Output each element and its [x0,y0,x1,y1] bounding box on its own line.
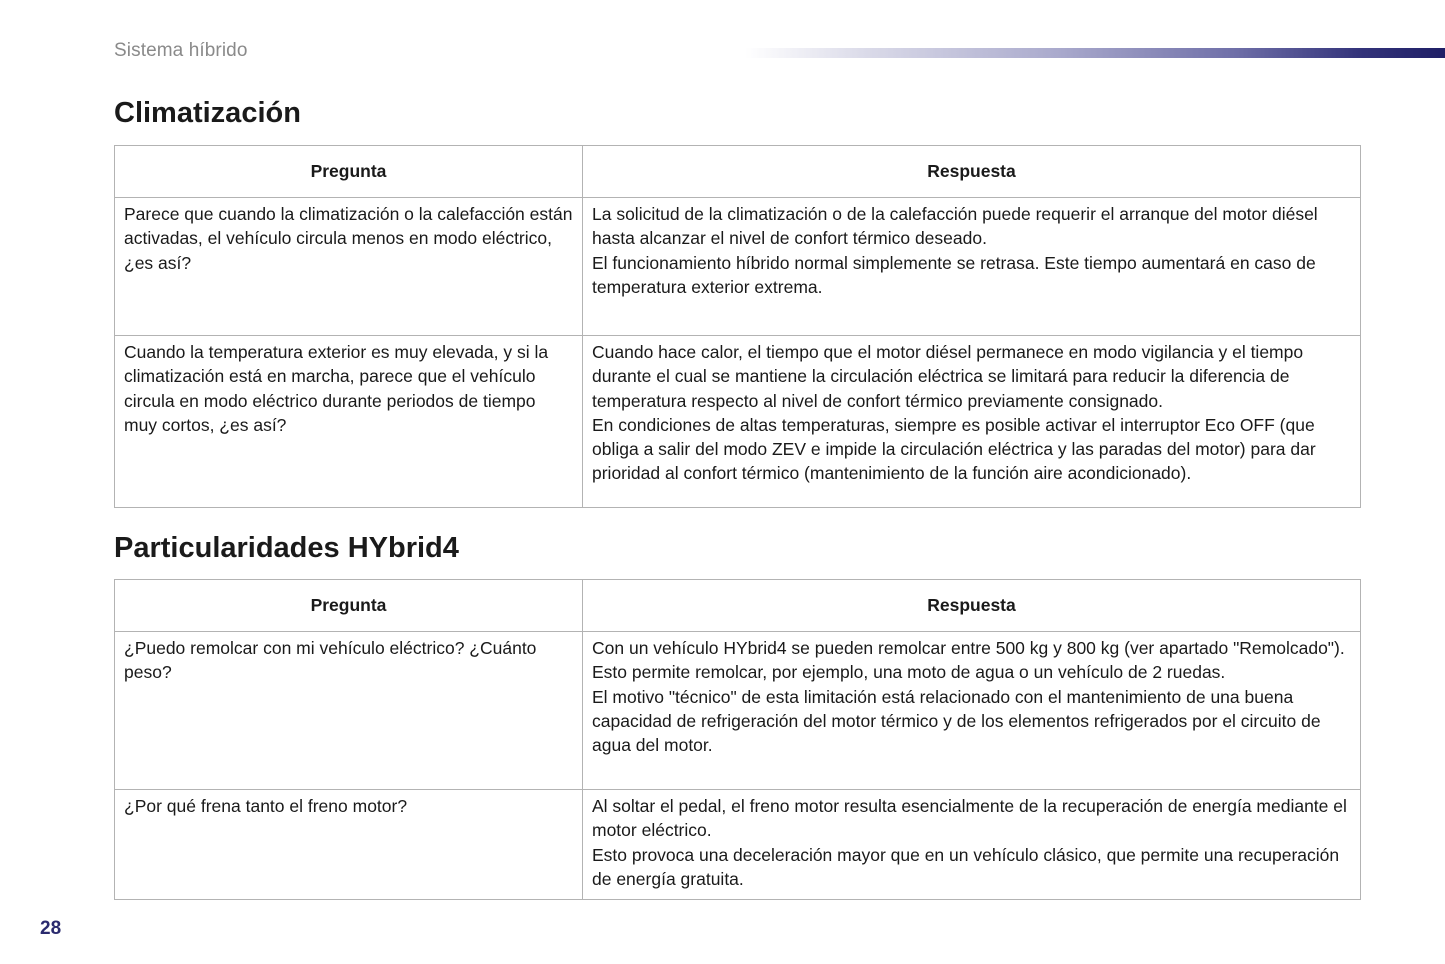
column-header-pregunta: Pregunta [115,146,583,198]
answer-cell [583,790,1361,900]
answer-paragraph: La solicitud de la climatización o de la calefacción puede requerir el arranque del motor diésel hasta alcanzar el nivel de confort térmico deseado. [592,204,1318,249]
column-header-respuesta: Respuesta [583,146,1361,198]
answer-cell [583,198,1361,336]
table-row [115,336,1361,508]
header-section-label: Sistema híbrido [114,40,248,61]
answer-paragraph: El funcionamiento híbrido normal simplemente se retrasa. Este tiempo aumentará en caso de temperatura exterior extrema. [592,252,1316,297]
answer-paragraph: Con un vehículo HYbrid4 se pueden remolcar entre 500 kg y 800 kg (ver apartado "Remolcado"). [592,638,1345,658]
page-number: 28 [40,918,62,939]
section-title-climatizacion: Climatización [114,97,301,129]
header-accent-bar [745,48,1445,58]
faq-table-climatizacion [114,145,1361,508]
section-title-hybrid4: Particularidades HYbrid4 [114,532,459,564]
answer-paragraph: Esto permite remolcar, por ejemplo, una moto de agua o un vehículo de 2 ruedas. [592,662,1226,683]
answer-paragraph: Cuando hace calor, el tiempo que el motor diésel permanece en modo vigilancia y el tiempo durante el cual se mantiene la circulación eléctrica se limitará para reducir la diferencia de temperatura respecto al nivel de confort térmico previamente consignado. [592,342,1304,411]
answer-paragraph: Esto provoca una deceleración mayor que en un vehículo clásico, que permite una recuperación de energía gratuita. [592,844,1340,889]
column-header-respuesta: Respuesta [583,580,1361,632]
faq-table-hybrid4 [114,579,1361,900]
question-cell: Cuando la temperatura exterior es muy elevada, y si la climatización está en marcha, parece que el vehículo circula en modo eléctrico durante periodos de tiempo muy cortos, ¿es así? [115,336,583,508]
question-cell: ¿Por qué frena tanto el freno motor? [115,790,583,900]
table-row [115,632,1361,790]
question-cell: ¿Puedo remolcar con mi vehículo eléctrico? ¿Cuánto peso? [115,632,583,790]
table-header-row [115,146,1361,198]
table-row [115,790,1361,900]
answer-paragraph: Al soltar el pedal, el freno motor resulta esencialmente de la recuperación de energía mediante el motor eléctrico. [592,796,1347,841]
table-row [115,198,1361,336]
question-cell: Parece que cuando la climatización o la calefacción están activadas, el vehículo circula menos en modo eléctrico, ¿es así? [115,198,583,336]
answer-paragraph: El motivo "técnico" de esta limitación está relacionado con el mantenimiento de una buena capacidad de refrigeración del motor térmico y de los elementos refrigerados por el circuito de agua del motor. [592,686,1321,756]
table-header-row [115,580,1361,632]
column-header-pregunta: Pregunta [115,580,583,632]
answer-cell [583,632,1361,790]
answer-cell [583,336,1361,508]
answer-paragraph: En condiciones de altas temperaturas, siempre es posible activar el interruptor Eco OFF (que obliga a salir del modo ZEV e impide la circulación eléctrica y las paradas del motor) para dar prioridad al confort térmico (mantenimiento de la función aire acondicionado). [592,414,1316,484]
